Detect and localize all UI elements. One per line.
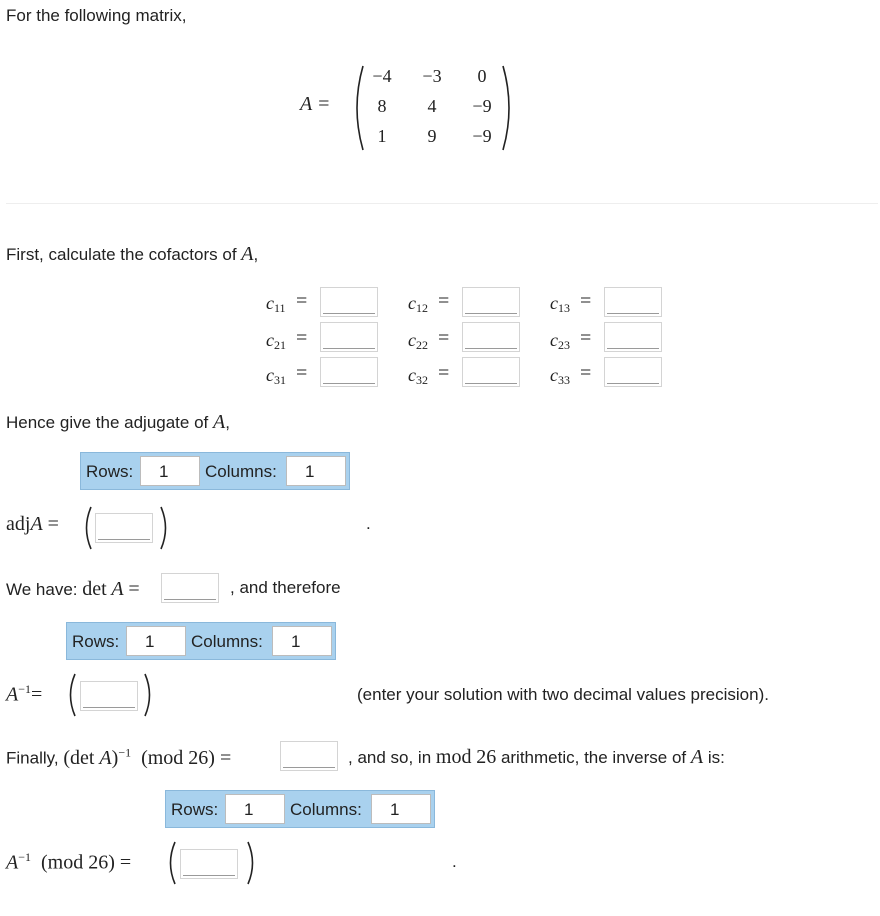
cofactor-input-23[interactable] (604, 322, 662, 352)
inverse-mod-label: $A^{-1}$ (mod 26) = (6, 850, 132, 874)
equals-sign: = (580, 290, 592, 312)
det-input[interactable] (161, 573, 219, 603)
inverse-right-paren (142, 672, 156, 718)
equals-sign: = (296, 290, 308, 312)
cofactor-input-31[interactable] (320, 357, 378, 387)
matrix-cell: −3 (422, 66, 442, 86)
matrix-cell: 1 (377, 126, 387, 146)
equals-sign: = (438, 362, 450, 384)
inverse-mod-left-paren (164, 840, 178, 886)
columns-label: Columns: (191, 632, 263, 651)
invmod-columns-input[interactable]: 1 (371, 794, 431, 824)
inv-matrix-size-panel (66, 622, 336, 660)
det-suffix: , and therefore (230, 578, 341, 597)
period: . (452, 852, 457, 871)
inverse-entry-input[interactable] (80, 681, 138, 711)
inv-rows-input[interactable]: 1 (126, 626, 186, 656)
adj-entry-input[interactable] (95, 513, 153, 543)
period: . (366, 514, 371, 533)
equals-sign: = (438, 290, 450, 312)
precision-note: (enter your solution with two decimal values precision). (357, 685, 769, 704)
det-prompt: We have: det A = (6, 578, 140, 600)
cofactor-input-22[interactable] (462, 322, 520, 352)
cofactor-input-33[interactable] (604, 357, 662, 387)
cofactor-input-21[interactable] (320, 322, 378, 352)
inverse-mod-right-paren (245, 840, 259, 886)
columns-label: Columns: (290, 800, 362, 819)
rows-label: Rows: (171, 800, 219, 819)
final-suffix: , and so, in mod 26 arithmetic, the inverse of A is: (348, 746, 725, 768)
adj-left-paren (80, 505, 94, 551)
matrix-cell: 8 (377, 96, 387, 116)
inverse-label: $A^{-1}=$ (6, 682, 43, 706)
equals-sign: = (296, 362, 308, 384)
cofactor-label-11: $c_{11}$ (266, 293, 286, 315)
cofactor-label-32: $c_{32}$ (408, 365, 428, 387)
matrix-cell: −9 (472, 126, 492, 146)
inverse-left-paren (64, 672, 78, 718)
adj-right-paren (158, 505, 172, 551)
adj-matrix-size-panel (80, 452, 350, 490)
matrix-cell: −9 (472, 96, 492, 116)
columns-label: Columns: (205, 462, 277, 481)
cofactor-input-11[interactable] (320, 287, 378, 317)
equals-sign: = (580, 362, 592, 384)
inv-columns-input[interactable]: 1 (272, 626, 332, 656)
cofactor-label-21: $c_{21}$ (266, 330, 286, 352)
cofactor-label-33: $c_{33}$ (550, 365, 570, 387)
cofactor-label-31: $c_{31}$ (266, 365, 286, 387)
cofactor-input-13[interactable] (604, 287, 662, 317)
matrix-cell: 0 (477, 66, 487, 86)
matrix-label: A = (300, 93, 331, 115)
rows-label: Rows: (72, 632, 120, 651)
adj-rows-input[interactable]: 1 (140, 456, 200, 486)
matrix-cell: −4 (372, 66, 392, 86)
equals-sign: = (580, 327, 592, 349)
cofactors-prompt: First, calculate the cofactors of A, (6, 243, 259, 265)
cofactor-input-12[interactable] (462, 287, 520, 317)
final-prompt: Finally, (det A)$^{-1}$ (mod 26) = (6, 745, 232, 769)
section-divider (6, 203, 878, 204)
cofactor-label-22: $c_{22}$ (408, 330, 428, 352)
cofactor-label-12: $c_{12}$ (408, 293, 428, 315)
cofactor-input-32[interactable] (462, 357, 520, 387)
det-inverse-mod-input[interactable] (280, 741, 338, 771)
invmod-rows-input[interactable]: 1 (225, 794, 285, 824)
intro-text: For the following matrix, (6, 6, 187, 25)
equals-sign: = (296, 327, 308, 349)
rows-label: Rows: (86, 462, 134, 481)
adjugate-prompt: Hence give the adjugate of A, (6, 411, 230, 433)
adj-columns-input[interactable]: 1 (286, 456, 346, 486)
invmod-matrix-size-panel (165, 790, 435, 828)
cofactor-label-23: $c_{23}$ (550, 330, 570, 352)
cofactor-label-13: $c_{13}$ (550, 293, 570, 315)
matrix-right-paren (500, 64, 518, 152)
adj-label: adjA = (6, 513, 59, 535)
equals-sign: = (438, 327, 450, 349)
matrix-cell: 4 (427, 96, 437, 116)
matrix-cell: 9 (427, 126, 437, 146)
inverse-mod-entry-input[interactable] (180, 849, 238, 879)
